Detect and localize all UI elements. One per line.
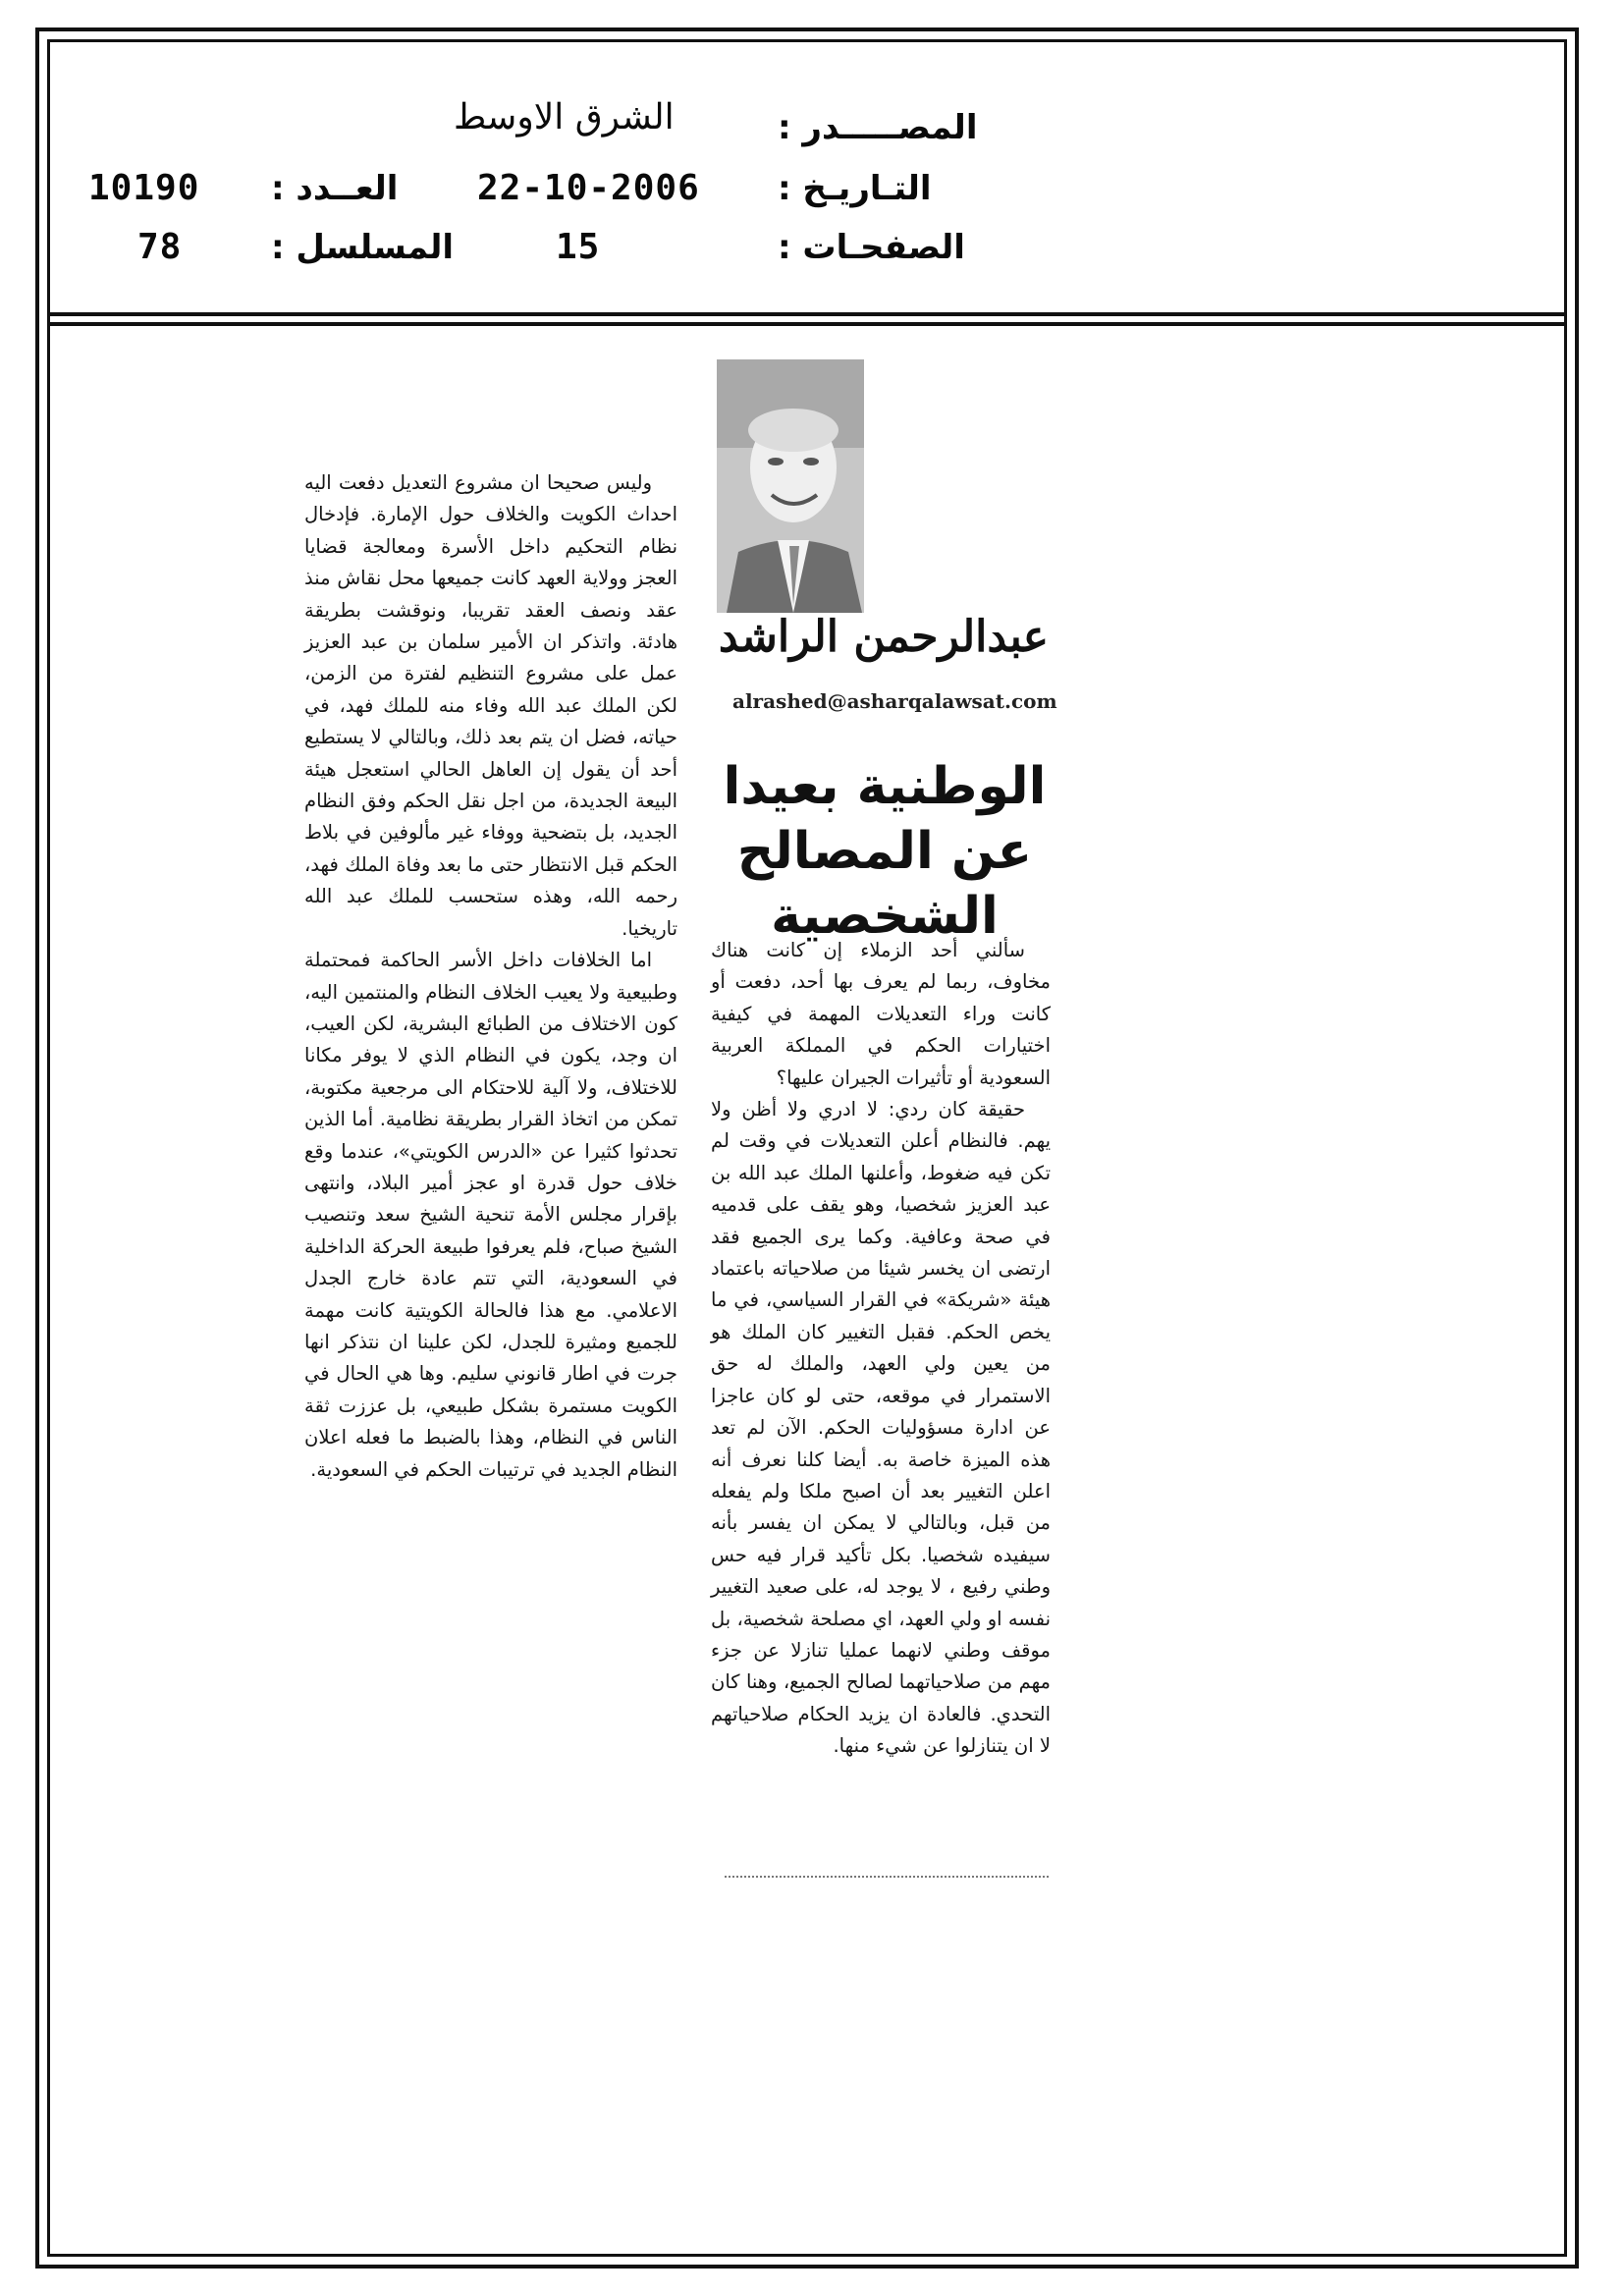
header-divider-top [47, 312, 1567, 316]
serial-label: المسلسل : [271, 228, 455, 267]
paragraph: اما الخلافات داخل الأسر الحاكمة فمحتملة وطبيعية ولا يعيب الخلاف النظام والمنتمين اليه، كون الاختلاف من الطبائع البشرية، لكن العيب، ان وجد، يكون في النظام الذي لا يوفر مكانا للاختلاف، ولا آلية للاحتكام الى مرجعية مكتوبة، تمكن من اتخاذ القرار بطريقة نظامية. أما الذين تحدثوا كثيرا عن «الدرس الكويتي»، عندما وقع خلاف حول قدرة او عجز أمير البلاد، وانتهى بإقرار مجلس الأمة تنحية الشيخ سعد وتنصيب الشيخ صباح، فلم يعرفوا طبيعة الحركة الداخلية في السعودية، التي تتم عادة خارج الجدل الاعلامي. مع هذا فالحالة الكويتية كانت مهمة للجميع ومثيرة للجدل، لكن علينا ان نتذكر انها جرت في اطار قانوني سليم. وها هي الحال في الكويت مستمرة بشكل طبيعي، بل عززت ثقة الناس في النظام، وهذا بالضبط ما فعله اعلان النظام الجديد في ترتيبات الحكم في السعودية. [304, 949, 677, 1481]
article-title-line1: الوطنية بعيدا [723, 757, 1047, 816]
source-label: المصـــــدر : [778, 108, 978, 147]
issue-label: العــدد : [271, 169, 399, 208]
paragraph: حقيقة كان ردي: لا ادري ولا أظن ولا يهم. فالنظام أعلن التعديلات في وقت لم تكن فيه ضغوط، وأعلنها الملك عبد الله بن عبد العزيز شخصيا، وهو يقف على قدميه في صحة وعافية. وكما يرى الجميع فقد ارتضى ان يخسر شيئا من صلاحياته باعتماد هيئة «شريكة» في القرار السياسي، في ما يخص الحكم. فقبل التغيير كان الملك هو من يعين ولي العهد، والملك له حق الاستمرار في موقعه، حتى لو كان عاجزا عن ادارة مسؤوليات الحكم. الآن لم تعد هذه الميزة خاصة به. أيضا كلنا نعرف أنه اعلن التغيير بعد أن اصبح ملكا ولم يفعله من قبل، وبالتالي لا يمكن ان يفسر بأنه سيفيده شخصيا. بكل تأكيد قرار فيه حس وطني رفيع ، لا يوجد له، على صعيد التغيير نفسه او ولي العهد، اي مصلحة شخصية، بل موقف وطني لانهما عمليا تنازلا عن جزء مهم من صلاحياتهما لصالح الجميع، وهنا كان التحدي. فالعادة ان يزيد الحكام صلاحياتهم لا ان يتنازلوا عن شيء منها. [711, 1098, 1051, 1758]
author-photo [717, 359, 864, 613]
date-value: 22-10-2006 [477, 168, 700, 208]
paragraph: وليس صحيحا ان مشروع التعديل دفعت اليه احداث الكويت والخلاف حول الإمارة. فإدخال نظام التحكيم داخل الأسرة ومعالجة قضايا العجز وولاية العهد كانت جميعها محل نقاش منذ عقد ونصف العقد تقريبا، ونوقشت بطريقة هادئة. واتذكر ان الأمير سلمان بن عبد العزيز عمل على مشروع التنظيم لفترة من الزمن، لكن الملك عبد الله وفاء منه للملك فهد، في حياته، فضل ان يتم بعد ذلك، وبالتالي لا يستطيع أحد أن يقول إن العاهل الحالي استعجل هيئة البيعة الجديدة، من اجل نقل الحكم وفق النظام الجديد، بل بتضحية ووفاء غير مألوفين في بلاط الحكم قبل الانتظار حتى ما بعد وفاة الملك فهد، رحمه الله، وهذه ستحسب للملك عبد الله تاريخيا. [304, 471, 677, 940]
serial-value: 78 [137, 227, 183, 267]
pages-value: 15 [556, 227, 601, 267]
article-title-line2: عن المصالح الشخصية [736, 822, 1033, 946]
header-divider-bottom [47, 322, 1567, 326]
pages-label: الصفحـات : [778, 228, 965, 267]
source-value: الشرق الاوسط [454, 97, 675, 137]
article-column-right [711, 935, 1051, 1763]
date-label: التـاريـخ : [778, 169, 932, 208]
author-email: alrashed@asharqalawsat.com [732, 689, 1057, 713]
article-end-mark [725, 1876, 1049, 1880]
author-photo-illustration [717, 359, 864, 613]
issue-value: 10190 [88, 168, 200, 208]
author-name: عبدالرحمن الراشد [718, 612, 1049, 662]
paragraph: سألني أحد الزملاء إن كانت هناك مخاوف، ربما لم يعرف بها أحد، دفعت أو كانت وراء التعديلات المهمة في كيفية اختيارات الحكم في المملكة العربية السعودية أو تأثيرات الجيران عليها؟ [711, 939, 1051, 1089]
article-column-left [304, 467, 677, 1486]
article-title [723, 754, 1047, 949]
